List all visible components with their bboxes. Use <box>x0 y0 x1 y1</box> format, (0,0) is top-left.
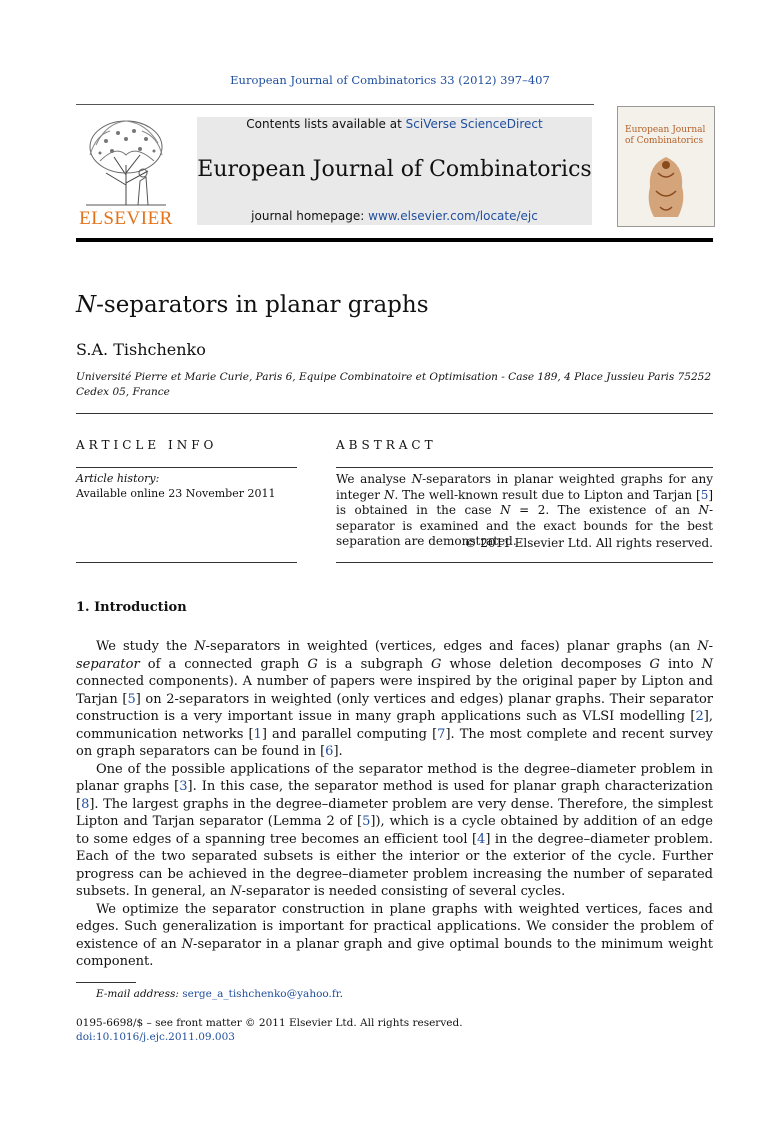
abstract-top-rule <box>336 467 713 468</box>
abstract-math: N <box>698 503 709 517</box>
text-run: connected components). A number of papers were inspired by the original paper by Lipton and Tarjan [ <box>76 674 713 707</box>
article-history-label: Article history: <box>76 472 160 485</box>
reference-link[interactable]: 5 <box>700 487 709 502</box>
introduction-body <box>76 638 713 971</box>
reference-link[interactable]: 6 <box>325 744 334 759</box>
reference-link[interactable]: 2 <box>695 709 704 724</box>
reference-link[interactable]: 4 <box>477 831 486 847</box>
author-email-link[interactable]: serge_a_tishchenko@yahoo.fr <box>182 988 340 1000</box>
intro-paragraph-2 <box>76 761 713 901</box>
journal-citation[interactable]: European Journal of Combinatorics 33 (2012) 397–407 <box>230 73 550 87</box>
title-rest: -separators in planar graphs <box>96 292 429 318</box>
article-info-bottom-rule <box>76 562 297 563</box>
abstract-math: N <box>411 472 423 486</box>
text-run: ]), which is a cycle obtained by addition of an edge to some edges of a spanning tree becomes an efficient tool [ <box>76 814 713 847</box>
elsevier-wordmark: ELSEVIER <box>79 208 173 229</box>
email-end: . <box>339 988 343 1000</box>
text-run: ] and parallel computing [ <box>261 726 438 742</box>
text-run: whose deletion decomposes <box>441 656 650 672</box>
footnote-rule <box>76 982 136 983</box>
cover-artwork-icon <box>636 151 696 223</box>
masthead-top-rule <box>76 104 594 105</box>
journal-title: European Journal of Combinatorics <box>197 157 592 182</box>
front-matter-line: 0195-6698/$ – see front matter © 2011 Elsevier Ltd. All rights reserved. <box>76 1017 463 1029</box>
text-run: ]. The most complete and recent survey on graph separators can be found in [ <box>76 726 714 759</box>
text-run: ]. In this case, the separator method is used for planar graph characterization [ <box>76 779 714 812</box>
text-run: -separator is needed consisting of several cycles. <box>241 884 566 899</box>
reference-link[interactable]: 5 <box>127 691 136 707</box>
article-info-top-rule <box>76 467 297 468</box>
contents-prefix: Contents lists available at <box>246 117 406 131</box>
text-run: -separator in a planar graph and give optimal bounds to the minimum weight component. <box>76 936 713 969</box>
intro-paragraph-3 <box>76 901 713 971</box>
homepage-line <box>197 209 592 223</box>
text-run: ], communication networks [ <box>76 709 713 742</box>
text-run: ] in the degree–diameter problem. Each of the two separated subsets is either the interior or the exterior of the cycle. Further progress can be achieved in the degree–diameter problem increasing the number of separated subsets. In general, an <box>76 831 713 899</box>
abstract-math: N <box>500 503 511 517</box>
abstract-text-run: ] is obtained in the case <box>336 487 714 517</box>
author-email-footnote <box>96 988 343 1000</box>
text-run: of a connected graph <box>139 656 308 672</box>
journal-homepage-link[interactable]: www.elsevier.com/locate/ejc <box>368 209 538 223</box>
math-symbol: N <box>181 936 194 952</box>
math-symbol: N <box>194 639 206 654</box>
contents-line <box>197 117 592 131</box>
math-symbol: G <box>431 656 442 672</box>
math-symbol: G <box>649 656 660 672</box>
introduction-heading: 1. Introduction <box>76 600 187 615</box>
intro-paragraph-1 <box>76 638 713 761</box>
abstract-math: N <box>383 487 395 502</box>
elsevier-tree-icon <box>76 115 176 207</box>
sciencedirect-link[interactable]: SciVerse ScienceDirect <box>405 117 543 131</box>
reference-link[interactable]: 7 <box>437 726 446 742</box>
math-symbol: G <box>307 656 318 672</box>
abstract-text-run: -separator is examined and the exact bounds for the best separation are demonstrated. <box>336 503 713 548</box>
homepage-prefix: journal homepage: <box>251 209 369 223</box>
doi-link[interactable]: doi:10.1016/j.ejc.2011.09.003 <box>76 1031 235 1043</box>
text-run: ]. The largest graphs in the degree–diameter problem are very dense. Therefore, the simplest Lipton and Tarjan separator (Lemma 2 of [ <box>76 796 713 829</box>
text-run: is a subgraph <box>317 656 432 672</box>
math-symbol: N <box>230 884 242 899</box>
author-affiliation: Université Pierre et Marie Curie, Paris 6, Equipe Combinatoire et Optimisation - Case 189, 4 Place Jussieu Paris 75252 Cedex 05, France <box>76 371 712 398</box>
author-name: S.A. Tishchenko <box>76 340 206 359</box>
elsevier-logo[interactable] <box>76 115 176 230</box>
title-italic-n: N <box>76 292 97 318</box>
affiliation-rule <box>76 413 713 414</box>
abstract-text-run: = 2. The existence of an <box>510 503 699 517</box>
article-history-value: Available online 23 November 2011 <box>76 487 276 500</box>
abstract-text-run: -separators in planar weighted graphs for any integer <box>336 472 713 502</box>
journal-cover-thumbnail[interactable] <box>617 106 715 227</box>
abstract-heading: ABSTRACT <box>336 438 437 452</box>
abstract-text-run: . The well-known result due to Lipton and Tarjan [ <box>394 487 701 502</box>
abstract-copyright: © 2011 Elsevier Ltd. All rights reserved. <box>464 536 713 550</box>
text-run: ] on 2-separators in weighted (only vertices and edges) planar graphs. Their separator construction is a very important issue in many graph applications such as VLSI modelling [ <box>76 691 714 724</box>
text-run: into <box>659 656 702 672</box>
text-run: We study the <box>96 639 195 654</box>
email-label: E-mail address: <box>96 988 179 1000</box>
article-info-heading: ARTICLE INFO <box>76 438 218 452</box>
reference-link[interactable]: 3 <box>179 779 188 794</box>
abstract-text-run: We analyse <box>336 472 412 486</box>
text-run: One of the possible applications of the separator method is the degree–diameter problem in planar graphs [ <box>76 761 713 794</box>
reference-link[interactable]: 8 <box>81 796 90 812</box>
reference-link[interactable]: 1 <box>253 726 262 742</box>
cover-title: European Journal of Combinatorics <box>625 125 706 146</box>
text-run: We optimize the separator construction in plane graphs with weighted vertices, faces and edges. Such generalization is important for practical applications. We consider the problem of existence of an <box>76 901 713 952</box>
masthead-bottom-rule <box>76 238 713 242</box>
text-run: -separators in weighted (vertices, edges and faces) planar graphs (an <box>205 639 698 654</box>
abstract-bottom-rule <box>336 562 713 563</box>
math-symbol: N <box>701 656 713 672</box>
text-run: ]. <box>333 744 343 759</box>
reference-link[interactable]: 5 <box>362 814 371 829</box>
article-title <box>76 292 429 318</box>
emphasis: N-separator <box>76 639 713 672</box>
